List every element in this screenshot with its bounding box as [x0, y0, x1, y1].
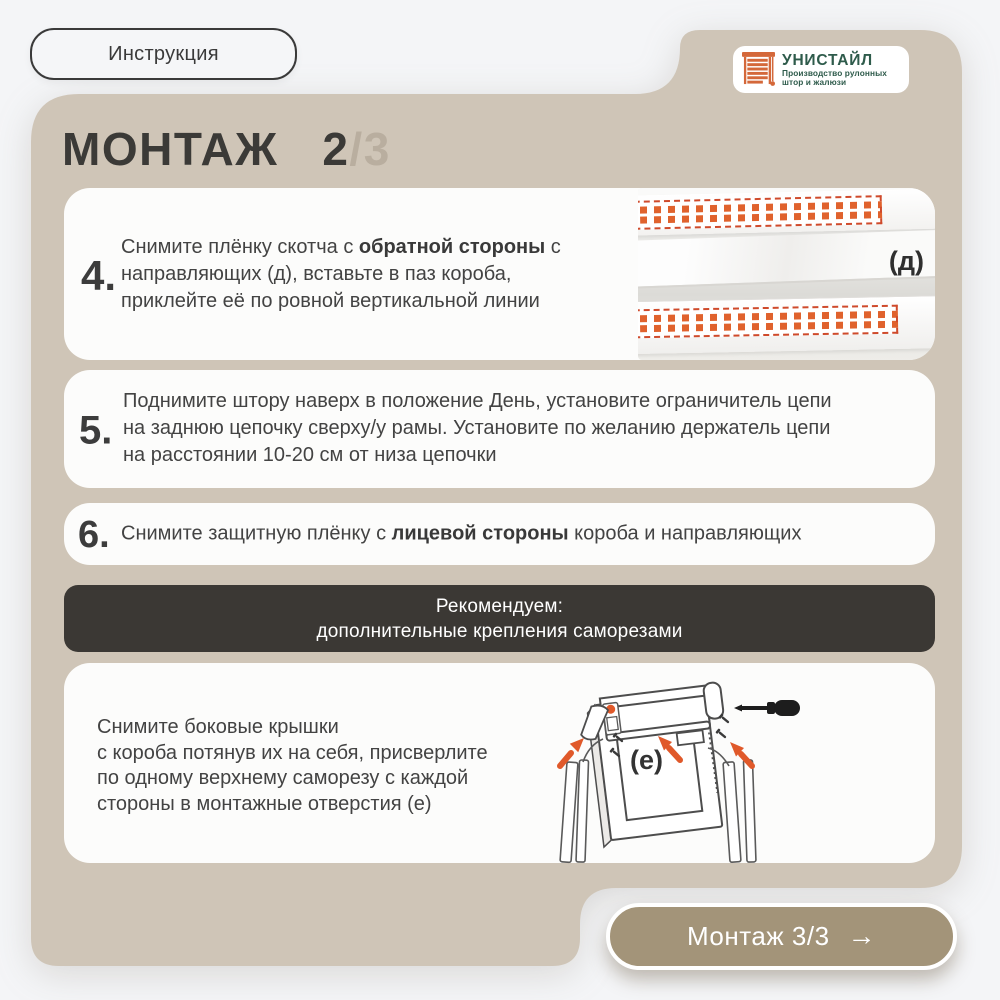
- instruction-badge[interactable]: [30, 28, 297, 80]
- step-5-card: [64, 370, 935, 488]
- step-6-card: [64, 503, 935, 565]
- next-page-button[interactable]: [606, 903, 957, 970]
- instruction-badge-label: Инструкция: [108, 42, 219, 65]
- logo-name: УНИСТАЙЛ: [782, 51, 873, 69]
- logo: [733, 46, 909, 93]
- photo-label-d: (д): [888, 246, 924, 276]
- logo-text: [782, 52, 887, 88]
- next-page-label: Монтаж 3/3: [686, 921, 830, 951]
- recommendation-line1: Рекомендуем:: [435, 596, 564, 617]
- page-title: [62, 122, 391, 176]
- logo-subtitle: Производство рулонных штор и жалюзи: [782, 67, 887, 87]
- rails-photo: [638, 188, 935, 360]
- step-5-text: Поднимите штору наверх в положение День, установите ограничитель цепи на заднюю цепочку сверху/у рамы. Установите по желанию держатель цепи на расстоянии 10-20 см от низа цепочки: [123, 390, 832, 466]
- arrow-right-icon: →: [847, 919, 877, 951]
- recommendation-banner: [64, 585, 935, 652]
- adhesive-tape-strip: [638, 305, 898, 339]
- step-4-number: 4.: [81, 251, 117, 299]
- title-page-total: /3: [349, 123, 391, 175]
- window-installation-diagram: [552, 672, 897, 867]
- adhesive-tape-strip: [638, 195, 882, 230]
- step-6-text: Снимите защитную плёнку с лицевой стороны короба и направляющих: [121, 522, 802, 545]
- title-page-current: 2: [322, 123, 350, 175]
- step-4-text: Снимите плёнку скотча с обратной стороны с направляющих (д), вставьте в паз короба, приклейте её по ровной вертикальной линии: [121, 236, 561, 312]
- recommendation-line2: дополнительные крепления саморезами: [316, 621, 683, 642]
- step-6-number: 6.: [78, 514, 110, 557]
- final-step-text: Снимите боковые крышки с короба потянув их на себя, присверлите по одному верхнему саморезу с каждой стороны в монтажные отверстия (е): [97, 716, 488, 815]
- step-5-number: 5.: [79, 408, 113, 453]
- title-word: МОНТАЖ: [62, 123, 279, 175]
- blinds-icon: [742, 52, 775, 87]
- step-4-card: [64, 188, 935, 360]
- final-step-card: [64, 663, 935, 863]
- screwdriver-icon: [734, 700, 800, 716]
- diagram-label-e: (e): [630, 745, 663, 775]
